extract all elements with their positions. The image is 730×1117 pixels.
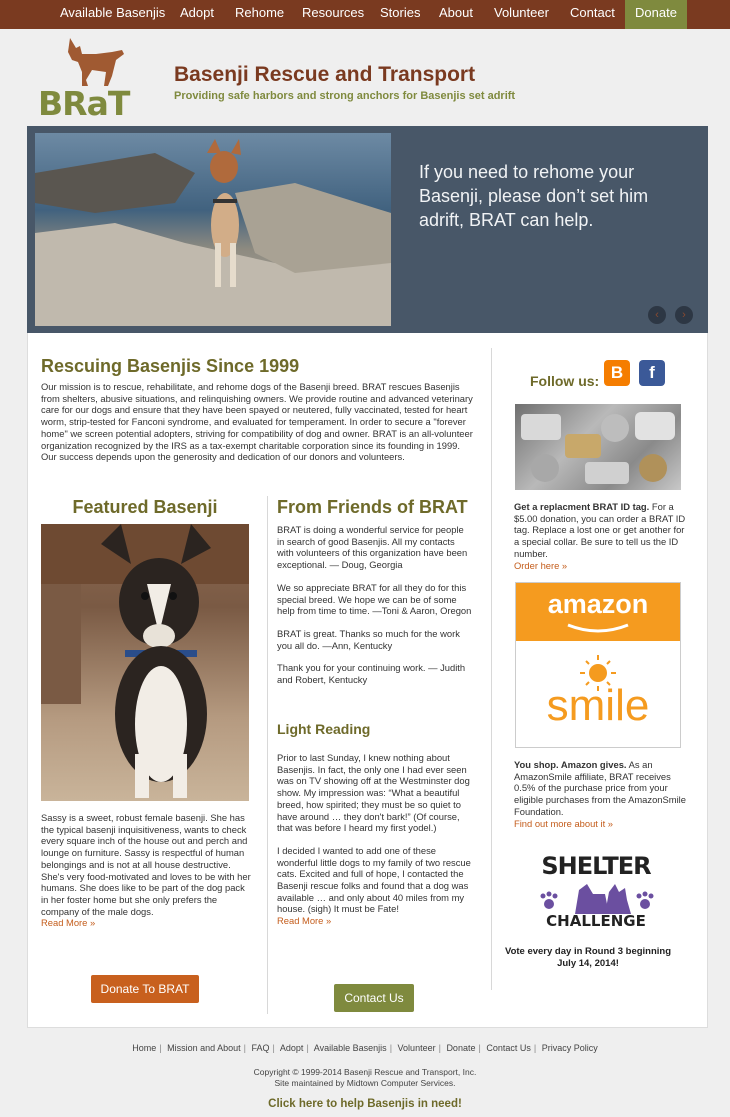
nav-adopt[interactable]: Adopt (180, 5, 214, 20)
featured-text (41, 812, 253, 929)
hero-slider (27, 126, 708, 333)
footer-link-privacy[interactable]: Privacy Policy (541, 1043, 598, 1053)
light-reading-heading: Light Reading (277, 721, 371, 737)
dog-logo-icon (38, 36, 150, 88)
featured-heading: Featured Basenji (72, 497, 218, 517)
featured-description: Sassy is a sweet, robust female basenji. She has the typical basenji inquisitiveness, wants to check every square inch of the house out and perch and lounge on furniture. Sassy is respectful of human belongings and is not at all house destructive. She's very food-motivated and loves to be with her humans. She does like to be part of the dog pack in her foster home but she only prefers the company of the male dogs. (41, 812, 251, 917)
top-nav (0, 0, 730, 29)
logo-text: BRaT (38, 84, 130, 123)
help-basenjis-link[interactable]: Click here to help Basenjis in need! (268, 1098, 462, 1110)
sassy-dog-icon (41, 524, 249, 801)
mission-heading: Rescuing Basenjis Since 1999 (41, 356, 300, 376)
contact-us-button[interactable]: Contact Us (334, 984, 414, 1012)
maintained-text[interactable]: Site maintained by Midtown Computer Services. (274, 1078, 456, 1088)
follow-us-label: Follow us: (530, 373, 600, 389)
light-reading-read-more-link[interactable]: Read More » (277, 915, 332, 927)
nav-rehome[interactable]: Rehome (235, 5, 285, 20)
footer-link-mission[interactable]: Mission and About (167, 1043, 241, 1053)
donate-to-brat-button[interactable]: Donate To BRAT (91, 975, 199, 1003)
footer-link-donate[interactable]: Donate (446, 1043, 476, 1053)
footer-link-adopt[interactable]: Adopt (279, 1043, 304, 1053)
hero-dog-photo (35, 133, 391, 326)
sidebar-divider (491, 348, 492, 990)
site-title: Basenji Rescue and Transport (174, 63, 476, 86)
vote-text: Vote every day in Round 3 beginning July 14, 2014! (504, 946, 672, 969)
shelter-challenge-logo[interactable] (535, 852, 657, 936)
facebook-icon[interactable]: f (639, 360, 665, 386)
id-tags-photo[interactable] (515, 404, 681, 490)
amazon-text (514, 759, 690, 829)
footer-links: Home | Mission and About | FAQ | Adopt | Available Basenjis | Volunteer | Donate | Contact Us | Privacy Policy (132, 1043, 598, 1053)
hero-text: If you need to rehome your Basenji, please don’t set him adrift, BRAT can help. (419, 162, 649, 230)
smile-wordmark: smile (546, 681, 650, 730)
id-tag-description: For a $5.00 donation, you can order a BRAT ID tag. Replace a lost one or get another for a special collar. Be sure to tell us the ID number. (514, 501, 686, 559)
footer-link-home[interactable]: Home (132, 1043, 157, 1053)
blogger-icon[interactable]: B (604, 360, 630, 386)
amazon-wordmark: amazon (547, 589, 649, 619)
copyright-block (0, 1067, 730, 1089)
friends-heading: From Friends of BRAT (277, 497, 468, 517)
nav-donate[interactable]: Donate (625, 0, 687, 29)
footer-link-volunteer[interactable]: Volunteer (397, 1043, 436, 1053)
testimonial: We so appreciate BRAT for all they do for this special breed. We hope we can be of some help from time to time. —Toni & Aaron, Oregon (277, 581, 472, 617)
column-divider (267, 496, 268, 1014)
testimonial: BRAT is great. Thanks so much for the work you all do. —Ann, Kentucky (277, 627, 460, 651)
id-tag-heading: Get a replacment BRAT ID tag. (514, 501, 650, 512)
shelter-word: SHELTER (541, 852, 651, 880)
featured-dog-photo[interactable] (41, 524, 249, 801)
nav-contact[interactable]: Contact (570, 5, 615, 20)
amazon-description: As an AmazonSmile affiliate, BRAT receives 0.5% of the purchase price from your eligible purchases from the AmazonSmile Foundation. (514, 759, 686, 817)
metal-tags-icon (515, 404, 681, 490)
nav-about[interactable]: About (439, 5, 473, 20)
footer-link-faq[interactable]: FAQ (251, 1043, 270, 1053)
next-slide-arrow-icon[interactable]: › (675, 306, 693, 324)
footer-link-contact[interactable]: Contact Us (486, 1043, 531, 1053)
mission-text: Our mission is to rescue, rehabilitate, and rehome dogs of the Basenji breed. BRAT rescues Basenjis from shelters, abusive situations, and relinquishing owners. We provide routine and advanced veterinary care for our dogs and ensure that they have been spayed or neutered, fully vaccinated, tested for heart worm, strip-tested for Fanconi syndrome, and evaluated for temperament. In order to secure a "forever home" we screen potential adopters, striving for compatibility of dog and owner. BRAT is an all-volunteer organization recognized by the IRS as a tax-exempt charitable corporation since its founding in 1999. Our success depends upon the generosity and dedication of our donors and volunteers. (41, 381, 473, 463)
nav-stories[interactable]: Stories (380, 5, 421, 20)
site-tagline: Providing safe harbors and strong anchors for Basenjis set adrift (174, 90, 516, 102)
footer-link-available[interactable]: Available Basenjis (313, 1043, 387, 1053)
amazon-arrow-icon (516, 583, 680, 643)
nav-available-basenjis[interactable]: Available Basenjis (60, 5, 166, 20)
id-tag-text (514, 501, 686, 571)
light-reading-paragraph: I decided I wanted to add one of these wonderful little dogs to my family of two rescue cats. Excited and full of hope, I contacted the Basenji rescue folks and found that a dog was available … and only about 40 miles from my house. (sigh) It must be Fate! (277, 844, 471, 915)
featured-read-more-link[interactable]: Read More » (41, 917, 96, 929)
find-out-more-link[interactable]: Find out more about it » (514, 817, 614, 829)
paw-and-pets-icon (535, 880, 657, 914)
testimonial: BRAT is doing a wonderful service for people in search of good Basenjis. All my contacts with volunteers of this organization have been exceptional. — Doug, Georgia (277, 524, 468, 571)
brat-logo[interactable] (38, 36, 150, 123)
nav-resources[interactable]: Resources (302, 5, 365, 20)
amazon-smile-banner[interactable] (515, 582, 681, 748)
light-reading-paragraph: Prior to last Sunday, I knew nothing about Basenjis. In fact, the only one I had ever seen was on TV showing off at the Westminster dog show. My impression was: “What a beautiful breed, how spirited; they must be so quiet to have around … they don't bark!” (Of course, that was before I heard my first yodel.) (277, 752, 470, 834)
prev-slide-arrow-icon[interactable]: ‹ (648, 306, 666, 324)
testimonials (277, 524, 472, 697)
nav-volunteer[interactable]: Volunteer (494, 5, 549, 20)
dog-on-rocks-icon (35, 133, 391, 326)
challenge-word: CHALLENGE (546, 912, 646, 930)
testimonial: Thank you for your continuing work. — Judith and Robert, Kentucky (277, 662, 466, 686)
light-reading-text (277, 752, 472, 927)
copyright-text: Copyright © 1999-2014 Basenji Rescue and Transport, Inc. (253, 1067, 477, 1077)
amazon-heading: You shop. Amazon gives. (514, 759, 627, 770)
order-here-link[interactable]: Order here » (514, 559, 568, 571)
